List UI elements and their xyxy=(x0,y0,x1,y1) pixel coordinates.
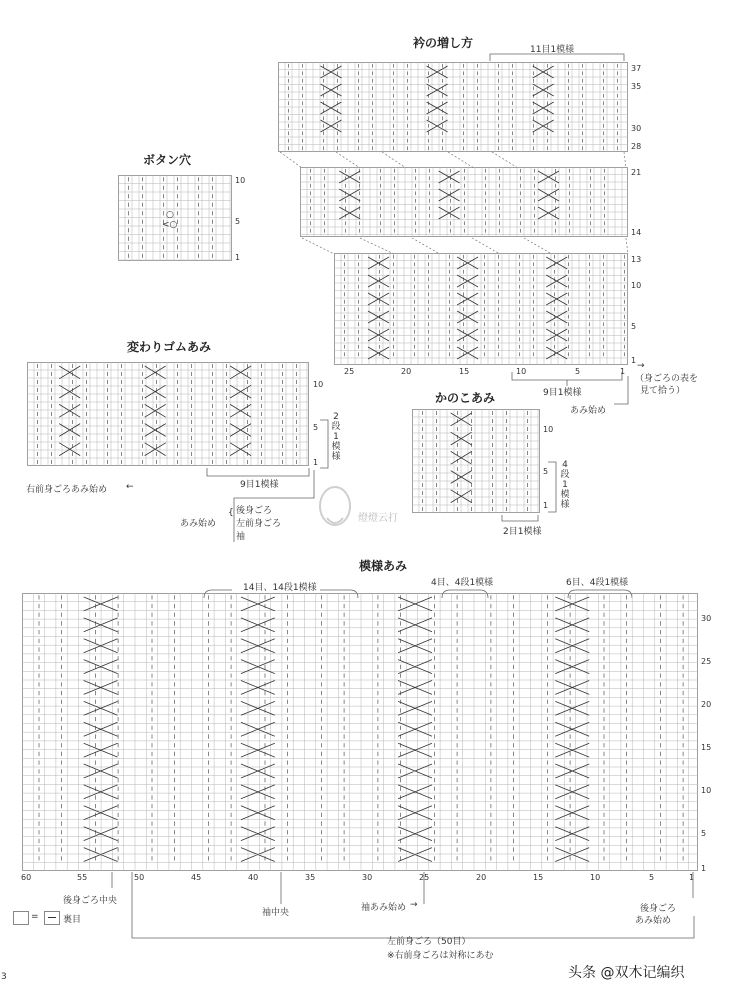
collar-repeat-bracket xyxy=(488,50,628,62)
rib-brace: { xyxy=(228,508,234,518)
rib-arrow: ← xyxy=(126,482,134,492)
seed-row-10: 10 xyxy=(543,425,554,434)
seed-row-1: 1 xyxy=(543,501,549,510)
collar-row-21: 21 xyxy=(631,168,642,177)
pattern-back-center: 後身ごろ中央 xyxy=(63,896,118,906)
collar-row-1: 1 xyxy=(631,356,637,365)
pattern-col-55: 55 xyxy=(77,873,88,882)
collar-bottom-repeat: 9目1模様 xyxy=(543,388,582,398)
rib-row-10: 10 xyxy=(313,380,324,389)
collar-grid-bottom xyxy=(334,253,628,365)
collar-row-13: 13 xyxy=(631,255,642,264)
pattern-sleeve-start: 袖あみ始め xyxy=(361,903,407,913)
pattern-row-30: 30 xyxy=(701,614,712,623)
legend-purl-label: 裏目 xyxy=(63,915,82,925)
pattern-col-45: 45 xyxy=(191,873,202,882)
collar-col-15: 15 xyxy=(459,367,470,376)
pattern-repeat-6: 6目、4段1模様 xyxy=(566,578,629,588)
pattern-sleeve-center: 袖中央 xyxy=(262,908,290,918)
rib-row-bracket xyxy=(318,418,332,472)
seed-title: かのこあみ xyxy=(435,391,496,405)
pattern-row-15: 15 xyxy=(701,743,712,752)
pattern-repeat-4: 4目、4段1模様 xyxy=(431,578,494,588)
collar-col-1: 1 xyxy=(620,367,626,376)
collar-col-5: 5 xyxy=(575,367,581,376)
seed-row-5: 5 xyxy=(543,467,549,476)
pattern-col-25: 25 xyxy=(419,873,430,882)
buttonhole-title: ボタン穴 xyxy=(143,153,192,167)
buttonhole-row-10: 10 xyxy=(235,176,246,185)
rib-piece-back: 後身ごろ xyxy=(236,506,273,516)
pattern-col-5: 5 xyxy=(649,873,655,882)
buttonhole-mark: ○ xyxy=(166,210,174,220)
legend-purl-box xyxy=(44,911,60,925)
pattern-row-20: 20 xyxy=(701,700,712,709)
pattern-title: 模様あみ xyxy=(359,559,408,573)
seed-row-bracket xyxy=(546,460,560,516)
collar-title: 衿の増し方 xyxy=(413,36,474,50)
rib-right-front-start: 右前身ごろあみ始め xyxy=(26,485,108,495)
footer-credit: 头条 @双木记编织 xyxy=(568,965,685,981)
collar-arrow: → xyxy=(637,361,645,371)
collar-row-10: 10 xyxy=(631,281,642,290)
watermark-icon xyxy=(315,484,355,532)
rib-col-repeat: 9目1模様 xyxy=(240,480,279,490)
rib-grid xyxy=(27,362,309,466)
collar-repeat-label: 11目1模様 xyxy=(530,45,575,55)
rib-start-label: あみ始め xyxy=(180,519,217,529)
pattern-col-30: 30 xyxy=(362,873,373,882)
pattern-col-50: 50 xyxy=(134,873,145,882)
seed-row-repeat: 4段1模様 xyxy=(560,460,570,510)
pattern-row-25: 25 xyxy=(701,657,712,666)
collar-row-14: 14 xyxy=(631,228,642,237)
pattern-grid xyxy=(22,593,698,871)
buttonhole-row-5: 5 xyxy=(235,217,241,226)
pattern-mirror-note: ※右前身ごろは対称にあむ xyxy=(387,951,494,961)
seed-col-repeat: 2目1模様 xyxy=(503,527,542,537)
collar-pickup-note-2: 見て拾う） xyxy=(640,386,686,396)
collar-col-20: 20 xyxy=(401,367,412,376)
collar-pickup-note-1: （身ごろの表を xyxy=(635,374,699,384)
buttonhole-k2tog: <○ xyxy=(162,220,178,230)
pattern-sleeve-start-arrow: → xyxy=(410,900,418,910)
pattern-col-20: 20 xyxy=(476,873,487,882)
pattern-row-5: 5 xyxy=(701,829,707,838)
collar-grid-top xyxy=(278,62,628,152)
rib-row-5: 5 xyxy=(313,423,319,432)
pattern-row-10: 10 xyxy=(701,786,712,795)
rib-row-1: 1 xyxy=(313,458,319,467)
pattern-row-1: 1 xyxy=(701,864,707,873)
page-number: 3 xyxy=(1,972,7,982)
collar-col-10: 10 xyxy=(516,367,527,376)
pattern-back-start-1: 後身ごろ xyxy=(640,904,677,914)
pattern-col-40: 40 xyxy=(248,873,259,882)
pattern-repeat-14: 14目、14段1模様 xyxy=(243,583,317,593)
pattern-col-15: 15 xyxy=(533,873,544,882)
collar-row-37: 37 xyxy=(631,64,642,73)
legend-equals: = xyxy=(31,912,39,922)
rib-title: 変わりゴムあみ xyxy=(127,340,212,354)
rib-piece-sleeve: 袖 xyxy=(236,532,246,542)
buttonhole-row-1: 1 xyxy=(235,253,241,262)
pattern-back-start-2: あみ始め xyxy=(635,916,672,926)
rib-piece-left-front: 左前身ごろ xyxy=(236,519,282,529)
pattern-col-60: 60 xyxy=(21,873,32,882)
seed-grid xyxy=(412,409,540,513)
pattern-col-10: 10 xyxy=(590,873,601,882)
collar-row-28: 28 xyxy=(631,142,642,151)
collar-row-30: 30 xyxy=(631,124,642,133)
pattern-col-1: 1 xyxy=(689,873,695,882)
collar-row-5: 5 xyxy=(631,322,637,331)
collar-row-35: 35 xyxy=(631,82,642,91)
collar-grid-mid xyxy=(300,167,628,237)
collar-start-label: あみ始め xyxy=(570,406,607,416)
pattern-col-35: 35 xyxy=(305,873,316,882)
buttonhole-grid xyxy=(118,175,232,261)
rib-row-repeat: 2段1模様 xyxy=(331,412,341,462)
collar-col-25: 25 xyxy=(344,367,355,376)
pattern-left-front: 左前身ごろ（50目） xyxy=(387,937,471,947)
legend-blank-box xyxy=(13,911,29,925)
watermark-text: 燈燈云打 xyxy=(358,513,398,524)
